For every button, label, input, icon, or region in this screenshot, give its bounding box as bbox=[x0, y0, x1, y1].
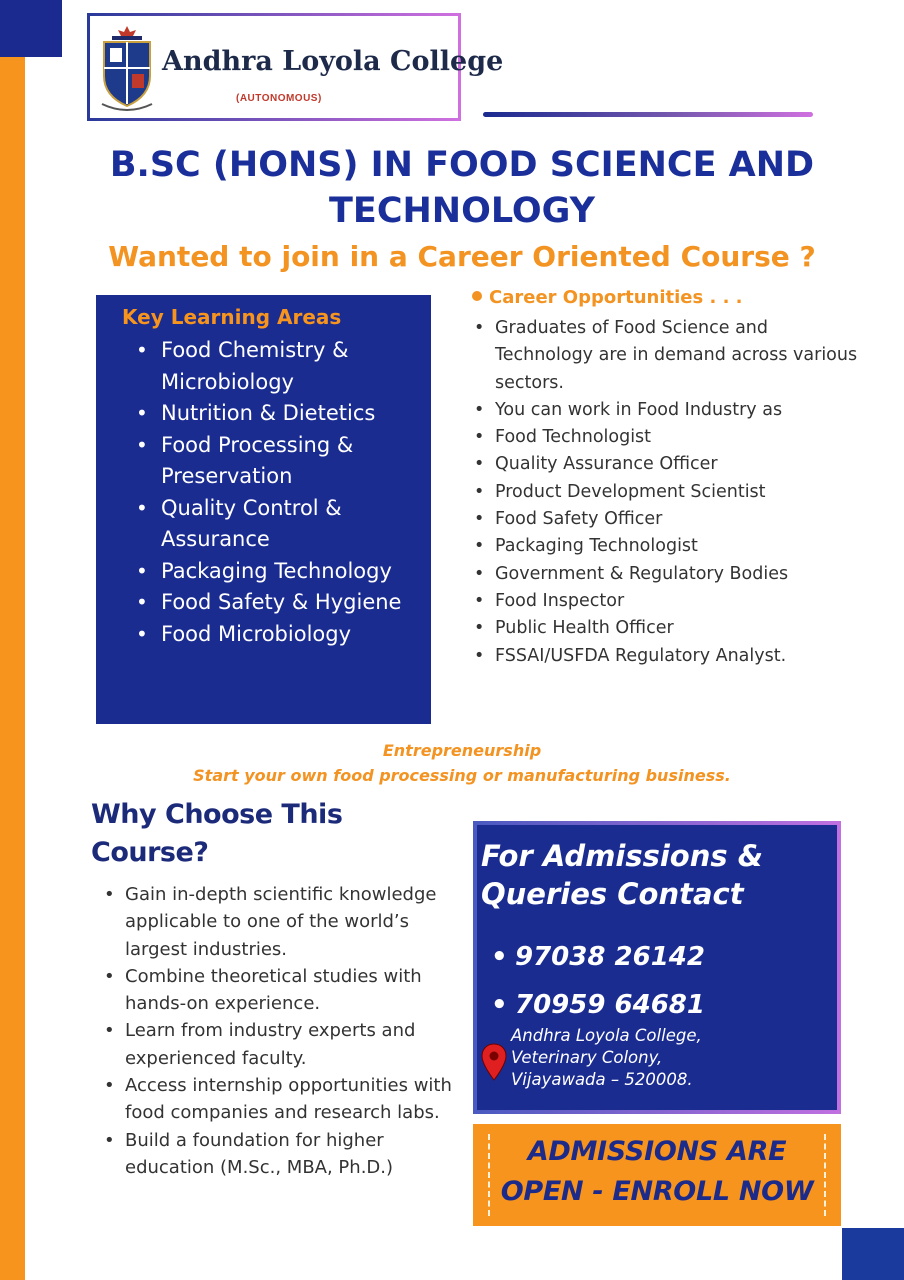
address-line: Andhra Loyola College, bbox=[511, 1026, 702, 1045]
title-line-1: B.SC (HONS) IN FOOD SCIENCE AND bbox=[109, 145, 815, 185]
corner-block-bottom-right bbox=[842, 1228, 904, 1280]
list-item: • Food Chemistry & Microbiology bbox=[136, 335, 426, 398]
list-item: • Graduates of Food Science and Technology are in demand across various sectors. bbox=[474, 315, 864, 397]
list-item: • Quality Assurance Officer bbox=[474, 451, 864, 478]
career-heading bbox=[472, 287, 743, 308]
list-item: • Packaging Technology bbox=[136, 556, 426, 588]
key-learning-list bbox=[136, 335, 426, 650]
key-learning-panel bbox=[96, 295, 431, 724]
logo-autonomous-label: (AUTONOMOUS) bbox=[236, 93, 322, 104]
admissions-line-1: ADMISSIONS ARE bbox=[527, 1136, 787, 1167]
address-line: Vijayawada – 520008. bbox=[511, 1070, 693, 1089]
list-item: • Gain in-depth scientific knowledge applicable to one of the world’s largest industries. bbox=[104, 881, 464, 963]
page-title bbox=[40, 142, 884, 234]
list-item: • Access internship opportunities with food companies and research labs. bbox=[104, 1072, 464, 1127]
list-item: • Learn from industry experts and experienced faculty. bbox=[104, 1017, 464, 1072]
contact-heading: For Admissions & Queries Contact bbox=[481, 839, 764, 911]
career-list bbox=[474, 315, 864, 670]
list-item: • Quality Control & Assurance bbox=[136, 493, 426, 556]
orange-side-strip bbox=[0, 0, 25, 1280]
bullet-dot-icon bbox=[472, 291, 482, 301]
address-line: Veterinary Colony, bbox=[511, 1048, 663, 1067]
college-logo bbox=[87, 13, 504, 121]
entrepreneurship-text: Start your own food processing or manufacturing business. bbox=[193, 766, 731, 785]
key-learning-heading: Key Learning Areas bbox=[122, 305, 342, 329]
college-address bbox=[511, 1025, 702, 1091]
list-item: • FSSAI/USFDA Regulatory Analyst. bbox=[474, 643, 864, 670]
list-item: • Combine theoretical studies with hands-on experience. bbox=[104, 963, 464, 1018]
phone-list bbox=[491, 933, 705, 1029]
list-item: • Public Health Officer bbox=[474, 615, 864, 642]
list-item: • Government & Regulatory Bodies bbox=[474, 561, 864, 588]
map-pin-icon bbox=[481, 1043, 507, 1081]
logo-college-name: Andhra Loyola College bbox=[162, 46, 504, 77]
list-item: • Nutrition & Dietetics bbox=[136, 398, 426, 430]
list-item: • Food Technologist bbox=[474, 424, 864, 451]
admissions-banner bbox=[473, 1124, 841, 1226]
admissions-line-2: OPEN - ENROLL NOW bbox=[500, 1176, 814, 1207]
list-item: • Food Safety Officer bbox=[474, 506, 864, 533]
phone-number[interactable]: • 97038 26142 bbox=[491, 933, 705, 981]
title-line-2: TECHNOLOGY bbox=[329, 191, 595, 231]
entrepreneurship-note bbox=[40, 738, 884, 788]
career-heading-text: Career Opportunities . . . bbox=[489, 287, 743, 308]
corner-block-top-left bbox=[0, 0, 62, 57]
page-subtitle: Wanted to join in a Career Oriented Course ? bbox=[108, 240, 816, 273]
list-item: • Food Microbiology bbox=[136, 619, 426, 651]
list-item: • Packaging Technologist bbox=[474, 533, 864, 560]
list-item: • Food Processing & Preservation bbox=[136, 430, 426, 493]
list-item: • You can work in Food Industry as bbox=[474, 397, 864, 424]
admissions-text bbox=[473, 1132, 841, 1212]
decorative-gradient-line bbox=[483, 112, 813, 117]
list-item: • Food Inspector bbox=[474, 588, 864, 615]
contact-panel bbox=[473, 821, 841, 1114]
entrepreneurship-title: Entrepreneurship bbox=[382, 741, 542, 760]
why-list bbox=[104, 881, 464, 1181]
list-item: • Build a foundation for higher education (M.Sc., MBA, Ph.D.) bbox=[104, 1127, 464, 1182]
list-item: • Product Development Scientist bbox=[474, 479, 864, 506]
college-crest-icon bbox=[100, 24, 154, 112]
list-item: • Food Safety & Hygiene bbox=[136, 587, 426, 619]
phone-number[interactable]: • 70959 64681 bbox=[491, 981, 705, 1029]
why-heading: Why Choose This Course? bbox=[91, 799, 343, 868]
